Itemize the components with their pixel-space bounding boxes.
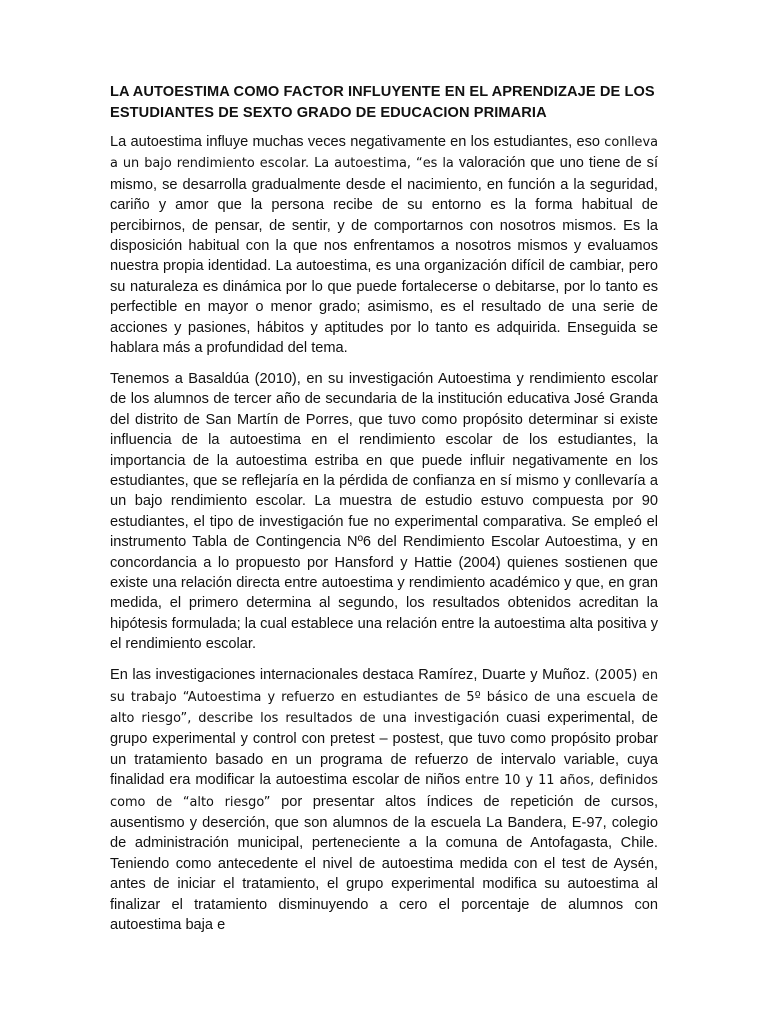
paragraph-3 (110, 665, 658, 935)
paragraph-1 (110, 132, 658, 358)
document-title: LA AUTOESTIMA COMO FACTOR INFLUYENTE EN EL APRENDIZAJE DE LOS ESTUDIANTES DE SEXTO GRADO DE EDUCACION PRIMARIA (110, 84, 655, 121)
document-page (110, 82, 658, 946)
paragraph-3-segment-2: (2005) en su trabajo “Autoestima y refuerzo en estudiantes de 5º básico de una escuela de alto riesgo”, describe los resultados de una investigación (110, 668, 659, 726)
paragraph-1-segment-1: La autoestima influye muchas veces negativamente en los estudiantes, eso (110, 134, 605, 150)
paragraph-3-segment-3: cuasi experimental, de grupo experimental y control con pretest – postest, que tuvo como propósito probar un tratamiento basado en un programa de refuerzo de intervalo variable, cuya finalidad era modificar la autoestima escolar de niños (110, 709, 658, 789)
paragraph-2: Tenemos a Basaldúa (2010), en su investigación Autoestima y rendimiento escolar de los alumnos de tercer año de secundaria de la institución educativa José Granda del distrito de San Martín de Porres, que tuvo como propósito determinar si existe influencia de la autoestima en el rendimiento escolar de los estudiantes, la importancia de la autoestima estriba en que puede influir negativamente en los estudiantes, que se reflejaría en la pérdida de confianza en sí mismo y conllevaría a un bajo rendimiento escolar. La muestra de estudio estuvo compuesta por 90 estudiantes, el tipo de investigación fue no experimental comparativa. Se empleó el instrumento Tabla de Contingencia Nº6 del Rendimiento Escolar Autoestima, y en concordancia a lo propuesto por Hansford y Hattie (2004) quienes sostienen que existe una relación directa entre autoestima y rendimiento académico y que, en gran medida, el primero determina al segundo, los resultados obtenidos acreditan la hipótesis formulada; la cual establece una relación entre la autoestima alta positiva y el rendimiento escolar. (110, 370, 658, 653)
paragraph-3-segment-5: por presentar altos índices de repetición de cursos, ausentismo y deserción, que son alumnos de la escuela La Bandera, E-97, colegio de administración municipal, perteneciente a la comuna de Antofagasta, Chile. Teniendo como antecedente el nivel de autoestima medida con el test de Aysén, antes de iniciar el tratamiento, el grupo experimental modifica su autoestima al finalizar el tratamiento disminuyendo a cero el porcentaje de alumnos con autoestima baja e (110, 793, 658, 934)
paragraph-1-segment-2: conlleva a un bajo rendimiento escolar. La autoestima, “es la (110, 135, 658, 172)
paragraph-1-segment-3: valoración que uno tiene de sí mismo, se desarrolla gradualmente desde el nacimiento, en función a la seguridad, cariño y amor que la persona recibe de su entorno es la forma habitual de percibirnos, de pensar, de sentir, y de comportarnos con nosotros mismos. Es la disposición habitual con la que nos enfrentamos a nosotros mismos y evaluamos nuestra propia identidad. La autoestima, es una organización difícil de cambiar, pero su naturaleza es dinámica por lo que puede fortalecerse o debitarse, por lo tanto es perfectible en mayor o menor grado; asimismo, es el resultado de una serie de acciones y pasiones, hábitos y aptitudes por lo tanto es adquirida. Enseguida se hablara más a profundidad del tema. (110, 155, 658, 357)
paragraph-3-segment-4: entre 10 y 11 años, definidos como de “alto riesgo” (110, 773, 658, 810)
paragraph-3-segment-1: En las investigaciones internacionales destaca Ramírez, Duarte y Muñoz. (110, 667, 595, 684)
